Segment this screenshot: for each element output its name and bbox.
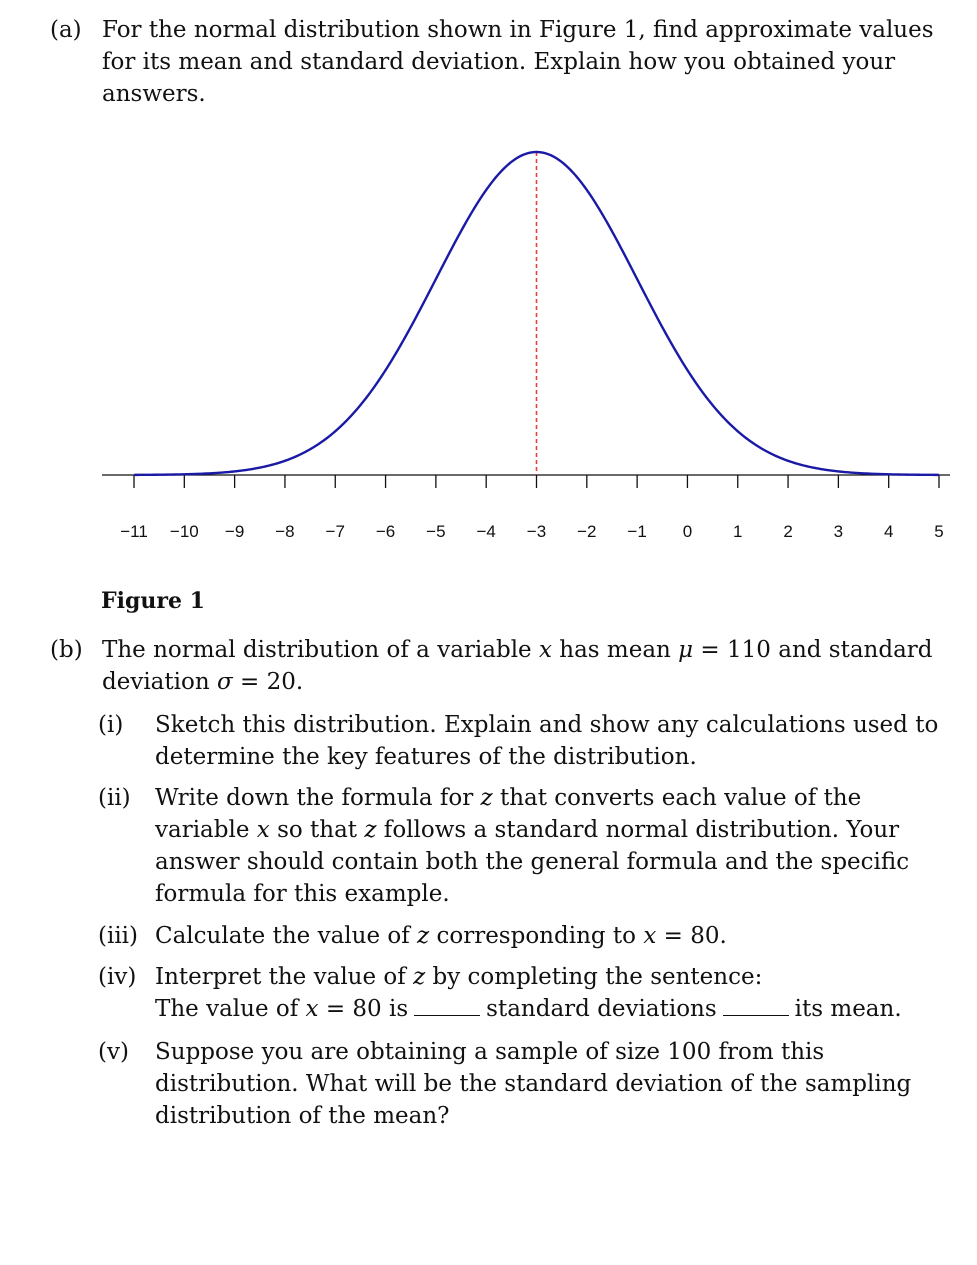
subquestion-iii-text xyxy=(155,920,727,952)
normal-distribution-chart xyxy=(90,128,950,548)
subquestion-line: answer should contain both the general formula and the specific xyxy=(155,849,910,875)
x-tick-label: −8 xyxy=(275,522,295,541)
x-tick-label: 4 xyxy=(883,522,894,541)
x-tick-label: −10 xyxy=(169,522,199,541)
subquestion-line: formula for this example. xyxy=(155,881,450,907)
subquestion-iii-label: (iii) xyxy=(98,923,139,949)
question-a-line: For the normal distribution shown in Figure 1, find approximate values xyxy=(102,17,934,43)
question-a-text xyxy=(102,14,934,110)
subquestion-line: Interpret the value of z by completing the sentence: xyxy=(155,964,763,990)
answer-blank xyxy=(414,1014,480,1016)
completion-sentence xyxy=(155,993,902,1025)
subquestion-v-text xyxy=(155,1036,911,1132)
x-tick-label: 0 xyxy=(682,522,693,541)
x-tick-label: 3 xyxy=(833,522,844,541)
x-tick-label: 2 xyxy=(783,522,793,541)
question-a-line: answers. xyxy=(102,81,206,107)
subquestion-ii-label: (ii) xyxy=(98,785,131,811)
x-tick-label: −1 xyxy=(627,522,647,541)
x-tick-label: −2 xyxy=(577,522,597,541)
question-a-line: for its mean and standard deviation. Explain how you obtained your xyxy=(102,49,896,75)
question-b-text xyxy=(102,634,933,698)
x-tick-label: −4 xyxy=(476,522,496,541)
subquestion-line: Write down the formula for z that converts each value of the xyxy=(155,785,862,811)
question-b-line: deviation σ = 20. xyxy=(102,669,304,695)
subquestion-line: variable x so that z follows a standard normal distribution. Your xyxy=(155,817,900,843)
question-b-line: The normal distribution of a variable x has mean μ = 110 and standard xyxy=(102,637,933,663)
x-tick-label: −7 xyxy=(325,522,345,541)
subquestion-ii-text xyxy=(155,782,909,910)
subquestion-line: Calculate the value of z corresponding to x = 80. xyxy=(155,923,727,949)
x-tick-label: −3 xyxy=(526,522,547,541)
subquestion-iv-label: (iv) xyxy=(98,964,137,990)
subquestion-i-text xyxy=(155,709,938,773)
figure-caption: Figure 1 xyxy=(101,588,205,614)
x-tick-label: −5 xyxy=(426,522,446,541)
question-b-label: (b) xyxy=(50,637,83,663)
subquestion-iv-text xyxy=(155,961,902,1025)
subquestion-line: Sketch this distribution. Explain and show any calculations used to xyxy=(155,712,939,738)
subquestion-v-label: (v) xyxy=(98,1039,129,1065)
subquestion-line: distribution. What will be the standard deviation of the sampling xyxy=(155,1071,912,1097)
subquestion-line: determine the key features of the distribution. xyxy=(155,744,697,770)
x-tick-label: −11 xyxy=(120,522,148,541)
question-a-label: (a) xyxy=(50,17,82,43)
x-tick-label: −9 xyxy=(224,522,245,541)
x-tick-label: 5 xyxy=(934,522,944,541)
answer-blank xyxy=(723,1014,789,1016)
subquestion-i-label: (i) xyxy=(98,712,124,738)
sentence-end: its mean. xyxy=(794,996,902,1022)
sentence-middle: standard deviations xyxy=(486,996,717,1022)
sentence-start: The value of x = 80 is xyxy=(155,996,409,1022)
subquestion-line: distribution of the mean? xyxy=(155,1103,450,1129)
x-tick-label: −6 xyxy=(375,522,396,541)
x-tick-label: 1 xyxy=(733,522,743,541)
subquestion-line: Suppose you are obtaining a sample of size 100 from this xyxy=(155,1039,825,1065)
